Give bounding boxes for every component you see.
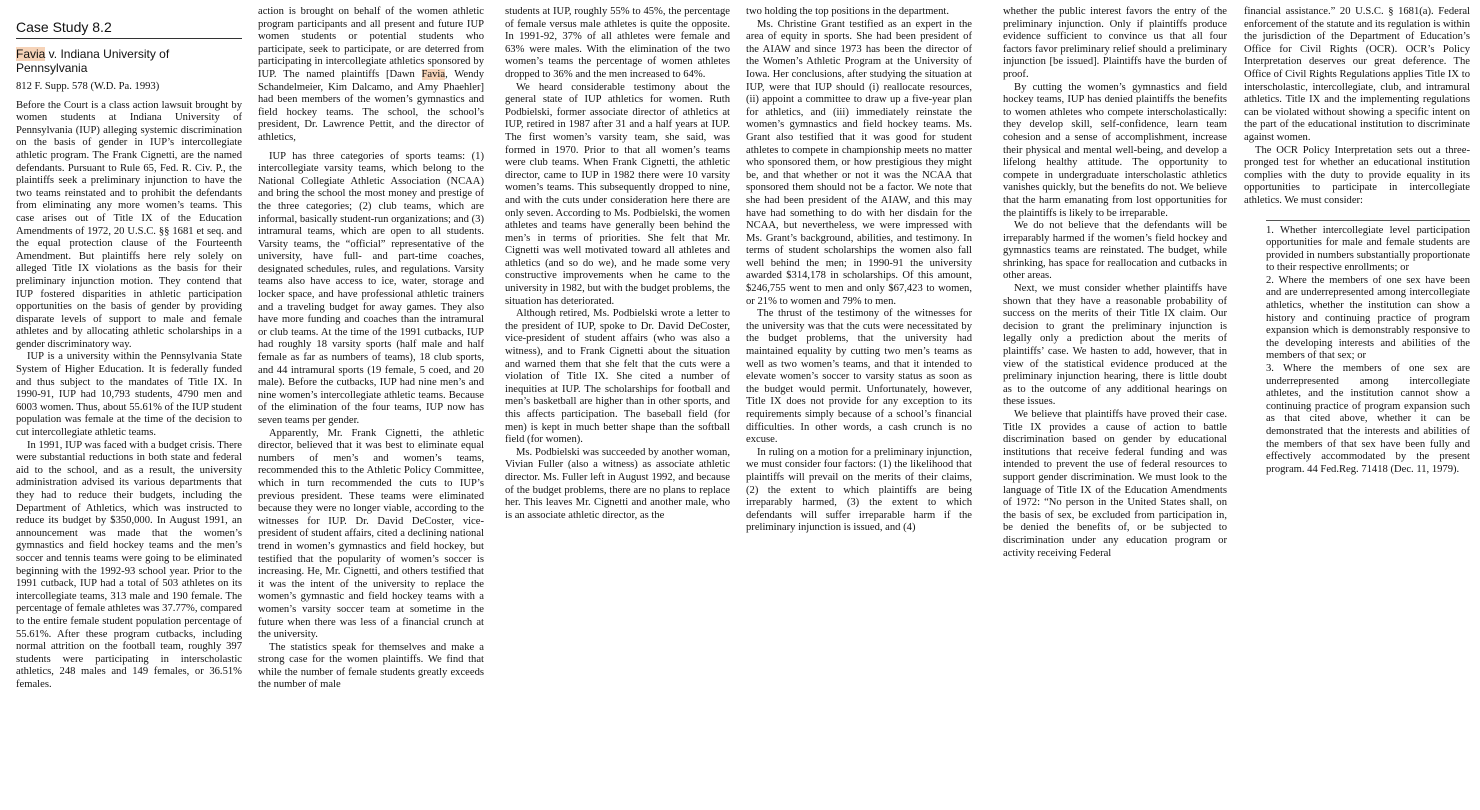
paragraph: Ms. Podbielski was succeeded by another woman, Vivian Fuller (also a witness) as associate athletic director. Ms. Fuller left in August 1992, and because of the budget problems, there are no plans to replace her. This leaves Mr. Cignetti and another male, who is an associate athletic director, as the <box>505 446 730 521</box>
test-prong-3: 3. Where the members of one sex are underrepresented among intercollegiate athletes, and the institution cannot show a continuing practice of program expansion such as that cited above, whether it can be demonstrated that the interests and abilities of the members of that sex have been fully and effectively accommodated by the present program. 44 Fed.Reg. 71418 (Dec. 11, 1979). <box>1266 363 1470 475</box>
paragraph: Apparently, Mr. Frank Cignetti, the athletic director, believed that it was best to eliminate equal numbers of men’s and women’s teams, recommended this to the Athletic Policy Committee, which in turn recommended the cuts to IUP’s previous president. These teams were eliminated because they were no longer viable, according to the witnesses for IUP. Dr. David DeCoster, vice-president of student affairs, cited a declining national trend in women’s gymnastics and field hockey, but testified that the popularity of women’s soccer is increasing. He, Mr. Cignetti, and others testified that it was the intent of the university to replace the women’s gymnastic and field hockey teams with a women’s varsity soccer team at sometime in the future when there was less of a financial crunch at the university. <box>258 427 484 641</box>
highlighted-party-name: Favia <box>16 47 46 61</box>
text-column-1 <box>16 6 242 806</box>
case-title-rest: v. Indiana University of Pennsylvania <box>16 47 170 75</box>
section-heading: Case Study 8.2 <box>16 18 242 39</box>
text-column-2 <box>258 6 484 806</box>
paragraph-text: , Wendy Schandelmeier, Kim Dalcamo, and Amy Phaehler] had been members of the women’s gymnastics and field hockey teams. The school, the school’s president, Dr. Lawrence Pettit, and the director of athletics, <box>258 68 484 143</box>
test-prong-2: 2. Where the members of one sex have been and are underrepresented among intercollegiate athletics, whether the institution can show a history and continuing practice of program expansion which is demonstrably responsive to the developing interests and abilities of the members of that sex; or <box>1266 274 1470 362</box>
case-title <box>16 47 242 75</box>
test-prong-1: 1. Whether intercollegiate level participation opportunities for male and female students are provided in numbers substantially proportionate to their respective enrollments; or <box>1266 224 1470 274</box>
paragraph: The OCR Policy Interpretation sets out a three-pronged test for whether an educational institution complies with the duty to provide equality in its opportunities to participate in intercollegiate athletics. We must consider: <box>1244 144 1470 206</box>
paragraph-plaintiffs <box>258 6 484 145</box>
case-citation: 812 F. Supp. 578 (W.D. Pa. 1993) <box>16 81 160 92</box>
text-column-4 <box>746 6 972 806</box>
paragraph: By cutting the women’s gymnastics and field hockey teams, IUP has denied plaintiffs the benefits to women athletes who compete interscholastically: they develop skill, self-confidence, learn team cohesion and a sense of accomplishment, increase their physical and mental well-being, and develop a lifelong healthy attitude. The opportunity to compete in undergraduate interscholastic athletics vanishes quickly, but the benefits do not. We believe that the harm emanating from lost opportunities for the plaintiffs is likely to be irreparable. <box>1003 81 1227 219</box>
paragraph: In ruling on a motion for a preliminary injunction, we must consider four factors: (1) the likelihood that plaintiffs will prevail on the merits of their claims, (2) the extent to which plaintiffs are being irreparably harmed, (3) the extent to which defendants will suffer irreparable harm if the preliminary injunction is issued, and (4) <box>746 446 972 534</box>
paragraph: We do not believe that the defendants will be irreparably harmed if the women’s field hockey and gymnastics teams are reinstated. The budget, while shrinking, has space for reallocation and cutbacks in other areas. <box>1003 220 1227 282</box>
paragraph: IUP is a university within the Pennsylvania State System of Higher Education. It is federally funded and thus subject to the mandates of Title IX. In 1990-91, IUP had 10,793 students, 4790 men and 6003 women. Thus, about 55.61% of the IUP student population was female at the time of the decision to cut intercollegiate athletic teams. <box>16 351 242 439</box>
paragraph: Before the Court is a class action lawsuit brought by women students at Indiana University of Pennsylvania (IUP) alleging systemic discrimination on the basis of gender in IUP’s intercollegiate athletic program. The Frank Cignetti, are the named defendants. Pursuant to Rule 65, Fed. R. Civ. P., the plaintiffs seek a preliminary injunction to have the two teams reinstated and to prohibit the defendants from eliminating any more women’s teams. This case arises out of Title IX of the Education Amendments of 1972, 20 U.S.C. §§ 1681 et seq. and the equal protection clause of the Fourteenth Amendment. But plaintiffs here rely solely on alleged Title IX violations as the basis for their preliminary injunction motion. They contend that IUP fostered disparities in athletic participation opportunities on the basis of gender by providing disparate levels of support to male and female athletes and by allocating athletic scholarships in a gender discriminatory way. <box>16 99 242 350</box>
paragraph: IUP has three categories of sports teams: (1) intercollegiate varsity teams, which belong to the National Collegiate Athletic Association (NCAA) and bring the school the most money and prestige of the three categories; (2) club teams, which are informal, basically student-run organizations; and (3) intramural teams, which are open to all students. Varsity teams, the “official” representative of the university, have full- and part-time coaches, designated schedules, rules, and regulations. Varsity teams also have access to ice, water, storage and locker space, and have professional athletic trainers and a traveling budget for away games. They also have more funding and coaches than the intramural or club teams. At the time of the 1991 cutbacks, IUP had roughly 18 varsity sports (half male and half female as far as numbers of teams), 18 club sports, and 44 intramural sports (19 female, 5 coed, and 20 male). Before the cutbacks, IUP had nine men’s and nine women’s intercollegiate athletic teams. Because of the elimination of the four teams, IUP now has seven teams per gender. <box>258 150 484 426</box>
paragraph: We believe that plaintiffs have proved their case. Title IX provides a cause of action to battle discrimination based on gender by educational institutions that receive federal funding and was intended to prevent the use of federal resources to support gender discrimination. We must look to the language of Title IX of the Education Amendments of 1972: “No person in the United States shall, on the basis of sex, be excluded from participation in, be denied the benefits of, or be subjected to discrimination under any education program or activity receiving Federal <box>1003 409 1227 559</box>
paragraph: The statistics speak for themselves and make a strong case for the women plaintiffs. We find that while the number of female students greatly exceeds the number of male <box>258 641 484 691</box>
paragraph: In 1991, IUP was faced with a budget crisis. There were substantial reductions in both state and federal aid to the school, and as a result, the university administration advised its various departments that they had to reduce their budgets, including the Department of Athletics, which was instructed to reduce its budget by $350,000. In August 1991, an announcement was made that the women’s gymnastics and field hockey teams and the men’s soccer and tennis teams were going to be eliminated beginning with the 1992-93 school year. Prior to the 1991 cutback, IUP had a total of 503 athletes on its intercollegiate teams, 313 male and 190 female. The percentage of female athletes was 37.77%, compared to the entire female student population percentage of 55.61%. After these program cutbacks, including normal attrition on the football team, roughly 397 students were participating in interscholastic athletics, 248 males and 149 females, or 36.51% females. <box>16 439 242 690</box>
paragraph: We heard considerable testimony about the general state of IUP athletics for women. Ruth Podbielski, former associate director of athletics at IUP, retired in 1987 after 31 and a half years at IUP. The first women’s varsity team, she said, was formed in 1970. Prior to that all women’s teams were club teams. When Frank Cignetti, the athletic director, came to IUP in 1982 there were 10 varsity women’s teams. This subsequently dropped to nine, and with the cuts under consideration here there are only seven. According to Ms. Podbielski, the women athletes and teams have generally been behind the men’s in terms of priorities. She felt that Mr. Cignetti was well motivated toward all athletes and athletics (and so do we), and he made some very constructive improvements when he came to the university in 1982, but with the budget problems, the situation has deteriorated. <box>505 81 730 307</box>
paragraph: financial assistance.” 20 U.S.C. § 1681(a). Federal enforcement of the statute and its regulation is within the jurisdiction of the Department of Education’s Office for Civil Rights (OCR). OCR’s Policy Interpretation deserves our great deference. The Office of Civil Rights Regulations applies Title IX to interscholastic, intercollegiate, club, and intramural athletics. Title IX and the implementing regulations can be violated without showing a specific intent on the part of the educational institution to discriminate against women. <box>1244 6 1470 143</box>
paragraph-text: action is brought on behalf of the women athletic program participants and all present and future IUP women students or potential students who participate, seek to participate, or are deterred from participating in intercollegiate athletics sponsored by IUP. The named plaintiffs [Dawn <box>258 6 484 80</box>
ocr-three-prong-test-box <box>1266 220 1470 477</box>
text-column-6 <box>1244 6 1470 806</box>
paragraph: Ms. Christine Grant testified as an expert in the area of equity in sports. She had been president of the AIAW and since 1973 has been the director of the Women’s Athletic Program at the University of Iowa. Her conclusions, after studying the situation at IUP, were that IUP should (i) reallocate resources, (ii) appoint a committee to draw up a five-year plan for athletics, and (iii) immediately reinstate the women’s gymnastics and field hockey teams. Ms. Grant also testified that it was good for student athletes to compete in championship meets no matter who sponsored them, or how prestigious they might be, and that whether or not it was the NCAA that sponsored them should not be a factor. We note that she had been president of the AIAW, and this may have had something to do with her disdain for the NCAA, but nevertheless, we were impressed with Ms. Grant’s background, abilities, and testimony. In terms of student scholarships the women also fall well behind the men; in 1990-91 the university awarded $314,178 in scholarships. Of this amount, $246,755 went to men and only $67,423 to women, or 21% to women and 79% to men. <box>746 18 972 307</box>
paragraph: two holding the top positions in the department. <box>746 6 950 17</box>
paragraph: The thrust of the testimony of the witnesses for the university was that the cuts were necessitated by the budget problems, that the university had maintained equality by cutting two men’s teams as well as two women’s teams, and that it intended to elevate women’s soccer to varsity status as soon as the budget would permit. Unfortunately, however, Title IX does not provide for any exception to its requirements simply because of a school’s financial difficulties. In other words, a cash crunch is no excuse. <box>746 308 972 446</box>
text-column-3 <box>505 6 730 806</box>
text-column-5 <box>1003 6 1227 806</box>
paragraph: whether the public interest favors the entry of the preliminary injunction. Only if plaintiffs produce evidence sufficient to convince us that all four factors favor preliminary relief should a preliminary injunction [be issued]. Plaintiffs have the burden of proof. <box>1003 6 1227 80</box>
paragraph: students at IUP, roughly 55% to 45%, the percentage of female versus male athletes is quite the opposite. In 1991-92, 37% of all athletes were female and 63% were males. With the elimination of the two women’s teams the percentage of women athletes dropped to 36% and the men increased to 64%. <box>505 6 730 80</box>
paragraph: Although retired, Ms. Podbielski wrote a letter to the president of IUP, spoke to Dr. David DeCoster, vice-president of student affairs (who was also a witness), and to Frank Cignetti about the situation and warned them that she felt that the cuts were a violation of Title IX. She cited a number of inequities at IUP. The scholarships for football and men’s basketball are higher than in other sports, and this affects participation. The baseball field (for men) is kept in much better shape than the softball field (for women). <box>505 308 730 446</box>
highlighted-search-term: Favia <box>421 68 446 80</box>
paragraph: Next, we must consider whether plaintiffs have shown that they have a reasonable probability of success on the merits of their Title IX claim. Our decision to grant the preliminary injunction is legally only a prediction about the merits of plaintiffs’ case. We hasten to add, however, that in view of the statistical evidence produced at the preliminary injunction hearing, there is little doubt as to the outcome of any additional hearings on these issues. <box>1003 283 1227 408</box>
